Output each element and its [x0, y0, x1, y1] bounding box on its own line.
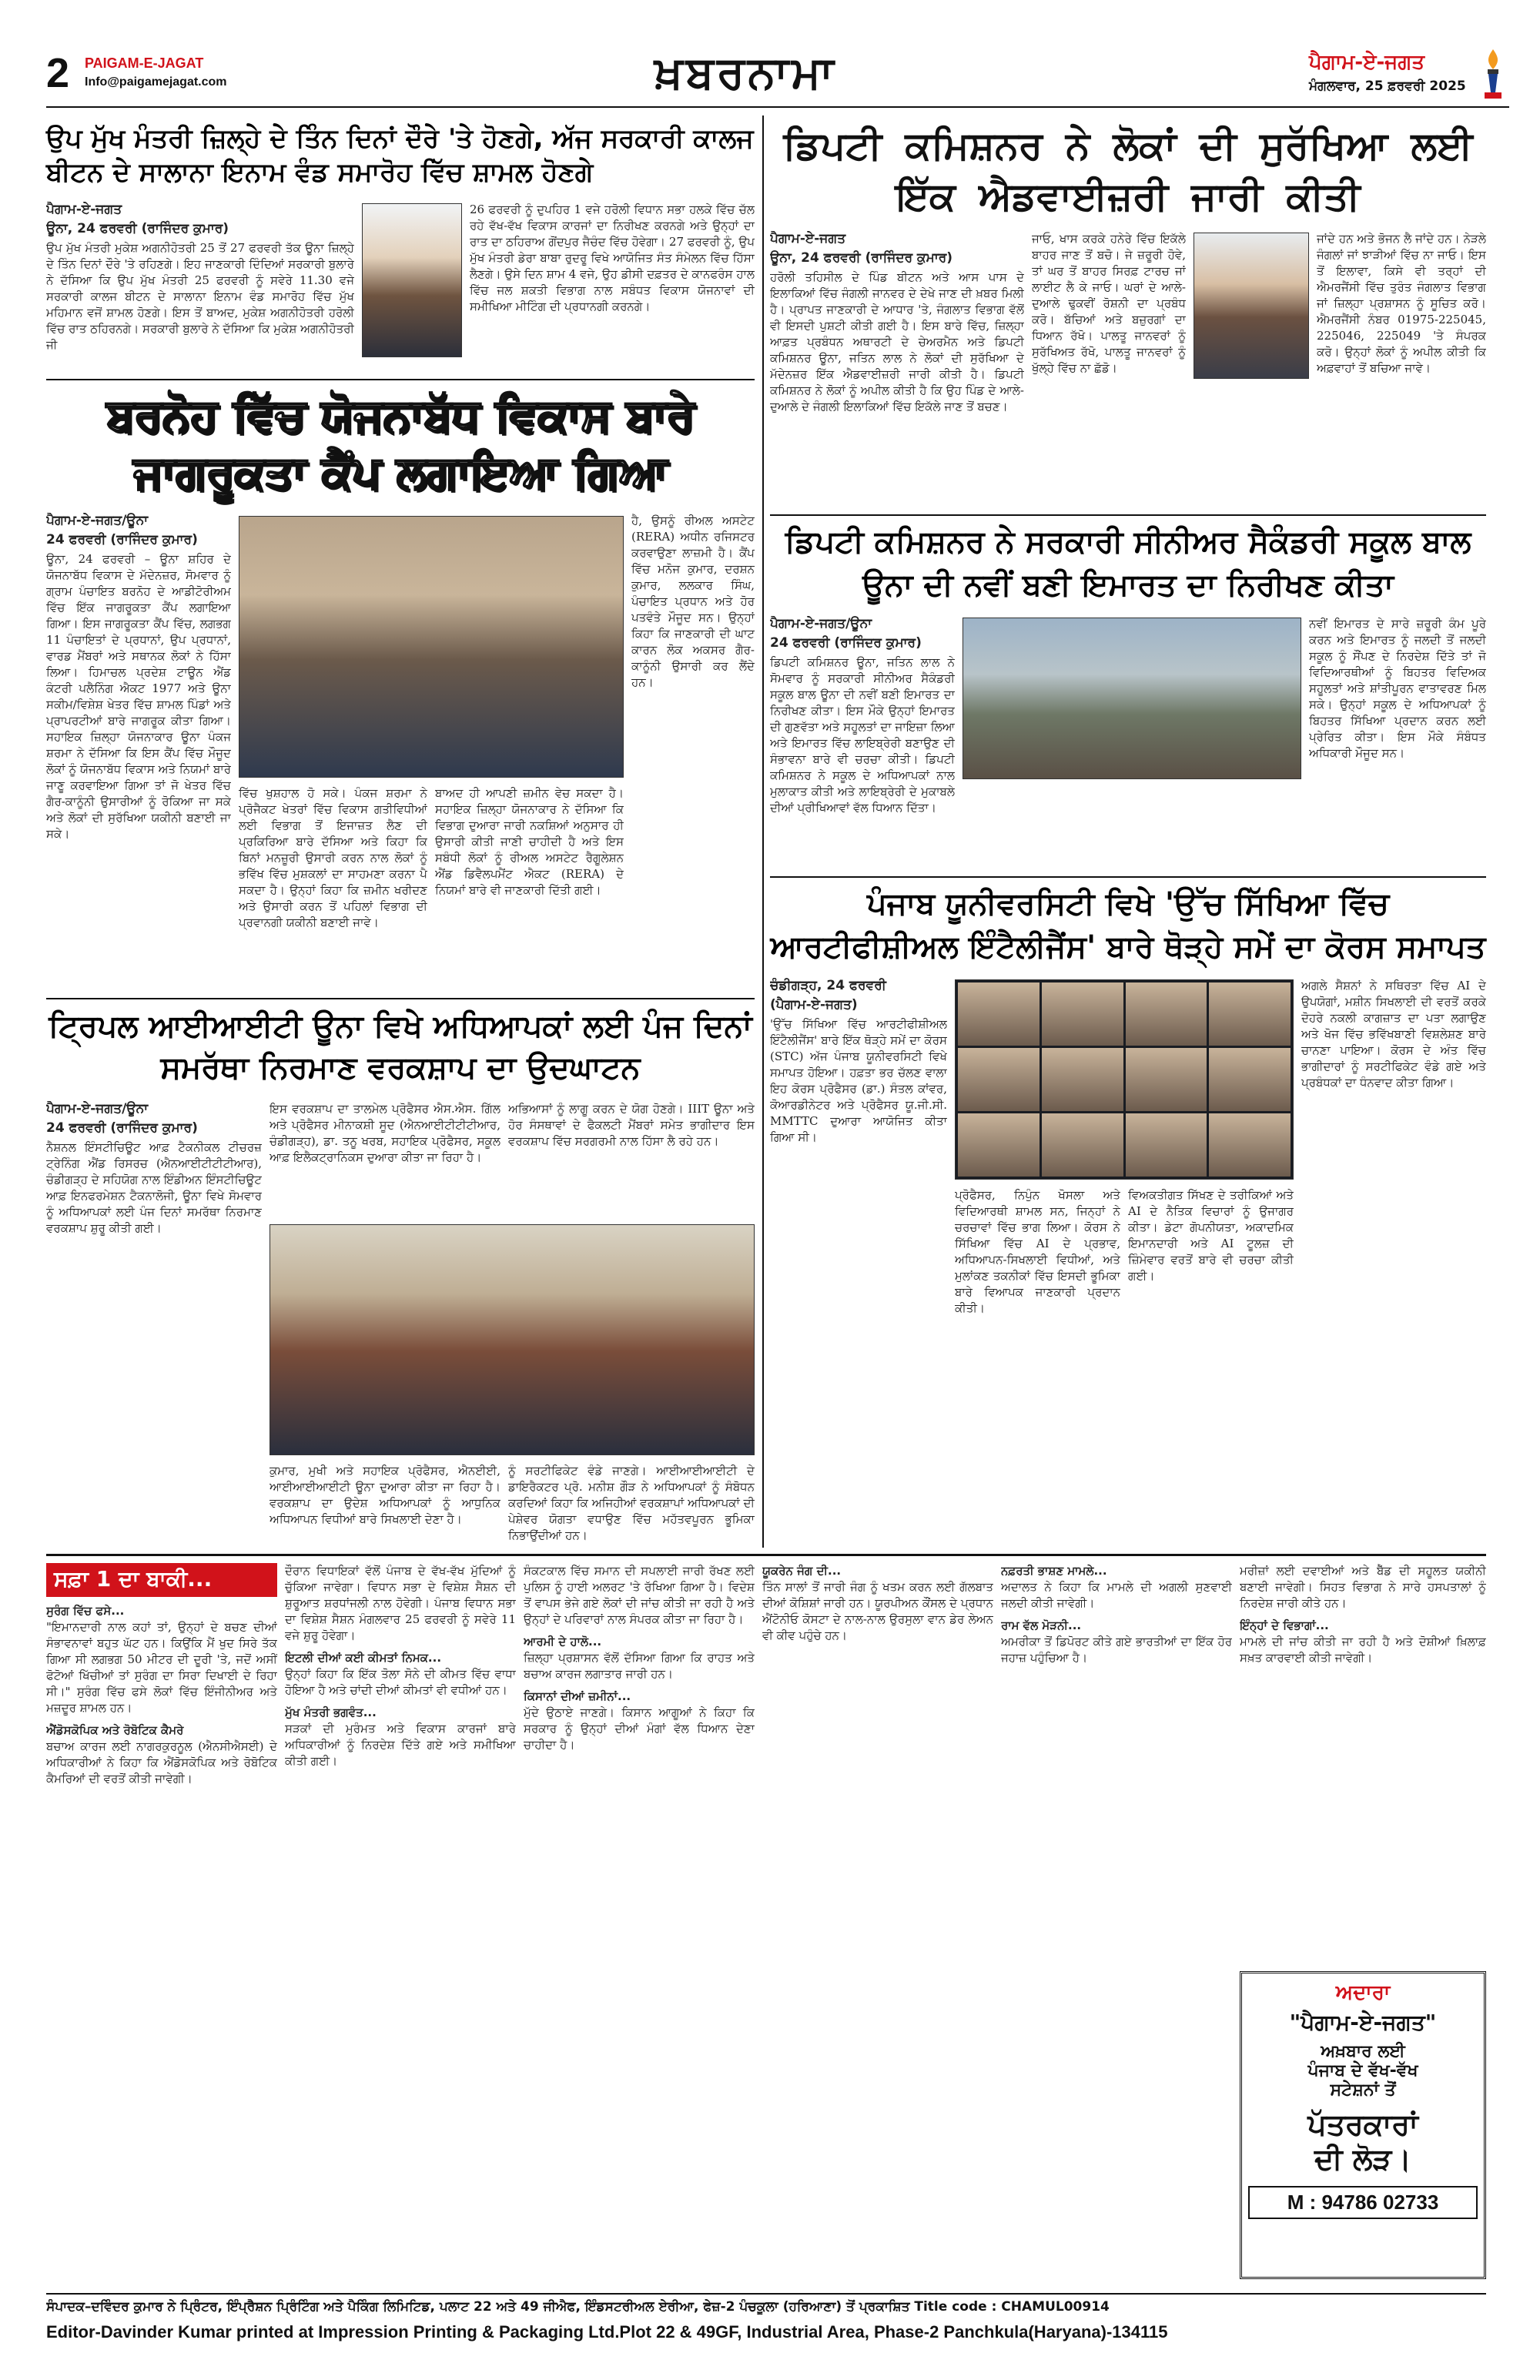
pu-ai-dateline: ਚੰਡੀਗੜ੍ਹ, 24 ਫਰਵਰੀ	[770, 978, 886, 993]
continuation-col-1	[46, 1603, 277, 2281]
continuation-col-3	[524, 1563, 755, 2281]
ad-paper: "ਪੈਗਾਮ-ਏ-ਜਗਤ"	[1289, 2010, 1437, 2035]
continuation-text-1: "ਇਮਾਨਦਾਰੀ ਨਾਲ ਕਹਾਂ ਤਾਂ, ਉਨ੍ਹਾਂ ਦੇ ਬਚਣ ਦੀਆਂ ਸੰਭਾਵਨਾਵਾਂ ਬਹੁਤ ਘੱਟ ਹਨ। ਕਿਉਂਕਿ ਮੈਂ ਖੁਦ ਸਿਰੇ ਤੱਕ ਗਿਆ ਸੀ ਲਗਭਗ 50 ਮੀਟਰ ਦੀ ਦੂਰੀ 'ਤੇ, ਜਦੋਂ ਅਸੀਂ ਫੋਟੋਆਂ ਖਿੱਚੀਆਂ ਤਾਂ ਸੁਰੰਗ ਦਾ ਸਿਰਾ ਦਿਖਾਈ ਦੇ ਰਿਹਾ ਸੀ।" ਸੁਰੰਗ ਵਿੱਚ ਫਸੇ ਲੋਕਾਂ ਵਿੱਚ ਇੰਜੀਨੀਅਰ ਅਤੇ ਮਜ਼ਦੂਰ ਸ਼ਾਮਲ ਹਨ।	[46, 1620, 277, 1715]
iiit-byline: 24 ਫਰਵਰੀ (ਰਾਜਿੰਦਰ ਕੁਮਾਰ)	[46, 1120, 198, 1136]
divider	[770, 514, 1486, 516]
barnoh-col-3: ਬਾਅਦ ਹੀ ਆਪਣੀ ਜ਼ਮੀਨ ਵੇਚ ਸਕਦਾ ਹੈ। ਸਹਾਇਕ ਜ਼ਿਲ੍ਹਾ ਯੋਜਨਾਕਾਰ ਨੇ ਦੱਸਿਆ ਕਿ ਵਿਭਾਗ ਦੁਆਰਾ ਜਾਰੀ ਨਕਸ਼ਿਆਂ ਅਨੁਸਾਰ ਹੀ ਉਸਾਰੀ ਕੀਤੀ ਜਾਣੀ ਚਾਹੀਦੀ ਹੈ ਅਤੇ ਇਸ ਸਬੰਧੀ ਲੋਕਾਂ ਨੂੰ ਰੀਅਲ ਅਸਟੇਟ ਰੈਗੂਲੇਸ਼ਨ ਐਂਡ ਡਿਵੈਲਪਮੈਂਟ ਐਕਟ (RERA) ਦੇ ਨਿਯਮਾਂ ਬਾਰੇ ਵੀ ਜਾਣਕਾਰੀ ਦਿੱਤੀ ਗਈ।	[435, 786, 624, 897]
pu-ai-col-4: ਅਗਲੇ ਸੈਸ਼ਨਾਂ ਨੇ ਸਥਿਰਤਾ ਵਿੱਚ AI ਦੇ ਉਪਯੋਗਾਂ, ਮਸ਼ੀਨ ਸਿਖਲਾਈ ਦੀ ਵਰਤੋਂ ਕਰਕੇ ਦੋਹਰੇ ਨਕਲੀ ਕਾਗਜ਼ਾਤ ਦਾ ਪਤਾ ਲਗਾਉਣ ਅਤੇ ਖੋਜ ਵਿੱਚ ਭਵਿੱਖਬਾਣੀ ਵਿਸ਼ਲੇਸ਼ਣ ਬਾਰੇ ਚਾਨਣਾ ਪਾਇਆ। ਕੋਰਸ ਦੇ ਅੰਤ ਵਿੱਚ ਭਾਗੀਦਾਰਾਂ ਨੂੰ ਸਰਟੀਫਿਕੇਟ ਵੰਡੇ ਗਏ ਅਤੇ ਪ੍ਰਬੰਧਕਾਂ ਦਾ ਧੰਨਵਾਦ ਕੀਤਾ ਗਿਆ।	[1301, 979, 1486, 1090]
continuation-heading: ਸਫ਼ਾ 1 ਦਾ ਬਾਕੀ...	[46, 1563, 277, 1597]
continuation-text-2: ਬਚਾਅ ਕਾਰਜ ਲਈ ਨਾਗਰਕੁਰਨੂਲ (ਐਨਸੀਐਸਈ) ਦੇ ਅਧਿਕਾਰੀਆਂ ਨੇ ਕਿਹਾ ਕਿ ਐਂਡੋਸਕੋਪਿਕ ਅਤੇ ਰੋਬੋਟਿਕ ਕੈਮਰਿਆਂ ਦੀ ਵਰਤੋਂ ਕੀਤੀ ਜਾਵੇਗੀ।	[46, 1739, 277, 1786]
masthead	[46, 46, 1509, 109]
barnoh-col-1	[46, 513, 231, 990]
ad-line-1: ਅਖ਼ਬਾਰ ਲਈ	[1321, 2042, 1405, 2061]
ad-call-2: ਦੀ ਲੋੜ।	[1314, 2142, 1411, 2176]
continuation-sub-1: ਸੁਰੰਗ ਵਿੱਚ ਫਸੇ...	[46, 1604, 125, 1618]
deputy-cm-byline: ਊਨਾ, 24 ਫਰਵਰੀ (ਰਾਜਿੰਦਰ ਕੁਮਾਰ)	[46, 221, 229, 236]
continuation-sub-7: ਯੂਕਰੇਨ ਜੰਗ ਦੀ...	[762, 1564, 842, 1578]
continuation-sub-2: ਐਂਡੋਸਕੋਪਿਕ ਅਤੇ ਰੋਬੋਟਿਕ ਕੈਮਰੇ	[46, 1723, 184, 1737]
iiit-col-4: ਕੁਮਾਰ, ਮੁਖੀ ਅਤੇ ਸਹਾਇਕ ਪ੍ਰੋਫੈਸਰ, ਐਨਈਈ, ਆਈਆਈਆਈਟੀ ਊਨਾ ਦੁਆਰਾ ਕੀਤਾ ਜਾ ਰਿਹਾ ਹੈ। ਵਰਕਸ਼ਾਪ ਦਾ ਉਦੇਸ਼ ਅਧਿਆਪਕਾਂ ਨੂੰ ਆਧੁਨਿਕ ਅਧਿਆਪਨ ਵਿਧੀਆਂ ਬਾਰੇ ਸਿਖਲਾਈ ਦੇਣਾ ਹੈ।	[270, 1464, 500, 1526]
deputy-cm-dateline: ਪੈਗਾਮ-ਏ-ਜਗਤ	[46, 202, 122, 217]
iiit-col-5: ਨੂੰ ਸਰਟੀਫਿਕੇਟ ਵੰਡੇ ਜਾਣਗੇ। ਆਈਆਈਆਈਟੀ ਦੇ ਡਾਇਰੈਕਟਰ ਪ੍ਰੋ. ਮਨੀਸ਼ ਗੌੜ ਨੇ ਅਧਿਆਪਕਾਂ ਨੂੰ ਸੰਬੋਧਨ ਕਰਦਿਆਂ ਕਿਹਾ ਕਿ ਅਜਿਹੀਆਂ ਵਰਕਸ਼ਾਪਾਂ ਅਧਿਆਪਕਾਂ ਦੀ ਪੇਸ਼ੇਵਰ ਯੋਗਤਾ ਵਧਾਉਣ ਵਿੱਚ ਮਹੱਤਵਪੂਰਨ ਭੂਮਿਕਾ ਨਿਭਾਉਂਦੀਆਂ ਹਨ।	[508, 1464, 755, 1542]
dc-school-col-2: ਨਵੀਂ ਇਮਾਰਤ ਦੇ ਸਾਰੇ ਜ਼ਰੂਰੀ ਕੰਮ ਪੂਰੇ ਕਰਨ ਅਤੇ ਇਮਾਰਤ ਨੂੰ ਜਲਦੀ ਤੋਂ ਜਲਦੀ ਸਕੂਲ ਨੂੰ ਸੌਂਪਣ ਦੇ ਨਿਰਦੇਸ਼ ਦਿੱਤੇ ਤਾਂ ਜੋ ਵਿਦਿਆਰਥੀਆਂ ਨੂੰ ਬਿਹਤਰ ਵਿਦਿਅਕ ਸਹੂਲਤਾਂ ਅਤੇ ਸ਼ਾਂਤੀਪੂਰਨ ਵਾਤਾਵਰਣ ਮਿਲ ਸਕੇ। ਉਨ੍ਹਾਂ ਸਕੂਲ ਦੇ ਅਧਿਆਪਕਾਂ ਨੂੰ ਬਿਹਤਰ ਸਿੱਖਿਆ ਪ੍ਰਦਾਨ ਕਰਨ ਲਈ ਪ੍ਰੇਰਿਤ ਕੀਤਾ। ਇਸ ਮੌਕੇ ਸੰਬੰਧਤ ਅਧਿਕਾਰੀ ਮੌਜੂਦ ਸਨ।	[1309, 617, 1486, 760]
continuation-text-5: ਸੜਕਾਂ ਦੀ ਮੁਰੰਮਤ ਅਤੇ ਵਿਕਾਸ ਕਾਰਜਾਂ ਬਾਰੇ ਅਧਿਕਾਰੀਆਂ ਨੂੰ ਨਿਰਦੇਸ਼ ਦਿੱਤੇ ਗਏ ਅਤੇ ਸਮੀਖਿਆ ਕੀਤੀ ਗਈ।	[285, 1722, 516, 1768]
pu-ai-col-1	[770, 978, 947, 1548]
continuation-text-3: ਦੌਰਾਨ ਵਿਧਾਇਕਾਂ ਵੱਲੋਂ ਪੰਜਾਬ ਦੇ ਵੱਖ-ਵੱਖ ਮੁੱਦਿਆਂ ਨੂੰ ਚੁੱਕਿਆ ਜਾਵੇਗਾ। ਵਿਧਾਨ ਸਭਾ ਦੇ ਵਿਸ਼ੇਸ਼ ਸੈਸ਼ਨ ਦੀ ਸ਼ੁਰੂਆਤ ਸ਼ਰਧਾਂਜਲੀ ਨਾਲ ਹੋਵੇਗੀ। ਪੰਜਾਬ ਵਿਧਾਨ ਸਭਾ ਦਾ ਵਿਸ਼ੇਸ਼ ਸੈਸ਼ਨ ਮੰਗਲਵਾਰ 25 ਫਰਵਰੀ ਨੂੰ ਸਵੇਰੇ 11 ਵਜੇ ਸ਼ੁਰੂ ਹੋਵੇਗਾ।	[285, 1564, 516, 1642]
continuation-text-13: ਮਰੀਜ਼ਾਂ ਲਈ ਦਵਾਈਆਂ ਅਤੇ ਬੈੱਡ ਦੀ ਸਹੂਲਤ ਯਕੀਨੀ ਬਣਾਈ ਜਾਵੇਗੀ। ਸਿਹਤ ਵਿਭਾਗ ਨੇ ਸਾਰੇ ਹਸਪਤਾਲਾਂ ਨੂੰ ਨਿਰਦੇਸ਼ ਜਾਰੀ ਕੀਤੇ ਹਨ।	[1240, 1564, 1486, 1610]
divider	[46, 998, 755, 999]
continuation-sub-4: ਮੁੱਖ ਮੰਤਰੀ ਭਗਵੰਤ...	[285, 1705, 377, 1719]
footer-rule	[46, 2293, 1486, 2295]
iiit-dateline: ਪੈਗਾਮ-ਏ-ਜਗਤ/ਊਨਾ	[46, 1101, 149, 1116]
column-rule	[762, 115, 764, 1548]
continuation-sub-8: ਨਫ਼ਰਤੀ ਭਾਸ਼ਣ ਮਾਮਲੇ...	[1001, 1564, 1107, 1578]
continuation-col-5	[1001, 1563, 1232, 2281]
continuation-text-9: ਤਿੰਨ ਸਾਲਾਂ ਤੋਂ ਜਾਰੀ ਜੰਗ ਨੂੰ ਖਤਮ ਕਰਨ ਲਈ ਗੱਲਬਾਤ ਦੀਆਂ ਕੋਸ਼ਿਸ਼ਾਂ ਜਾਰੀ ਹਨ।	[762, 1580, 993, 1610]
iiit-col-2: ਇਸ ਵਰਕਸ਼ਾਪ ਦਾ ਤਾਲਮੇਲ ਪ੍ਰੋਫੈਸਰ ਐਸ.ਐਸ. ਗਿੱਲ ਅਤੇ ਪ੍ਰੋਫੈਸਰ ਮੀਨਾਕਸ਼ੀ ਸੂਦ (ਐਨਆਈਟੀਟੀਟੀਆਰ, ਚੰਡੀਗੜ੍ਹ), ਡਾ. ਤਨੂ ਖਰਬ, ਸਹਾਇਕ ਪ੍ਰੋਫੈਸਰ, ਸਕੂਲ ਆਫ਼ ਇਲੈਕਟ੍ਰਾਨਿਕਸ ਦੁਆਰਾ ਕੀਤਾ ਜਾ ਰਿਹਾ ਹੈ।	[270, 1102, 500, 1164]
dc-school-photo	[962, 618, 1301, 779]
continuation-col-6	[1240, 1563, 1486, 1963]
dc-portrait	[1194, 233, 1309, 379]
deputy-cm-body-left	[46, 202, 354, 371]
continuation-text-12: ਅਮਰੀਕਾ ਤੋਂ ਡਿਪੋਰਟ ਕੀਤੇ ਗਏ ਭਾਰਤੀਆਂ ਦਾ ਇੱਕ ਹੋਰ ਜਹਾਜ਼ ਪਹੁੰਚਿਆ ਹੈ।	[1001, 1635, 1232, 1665]
issue-date: ਮੰਗਲਵਾਰ, 25 ਫ਼ਰਵਰੀ 2025	[1309, 79, 1466, 94]
ad-line-3: ਸਟੇਸ਼ਨਾਂ ਤੋਂ	[1330, 2080, 1396, 2100]
ad-line-2: ਪੰਜਾਬ ਦੇ ਵੱਖ-ਵੱਖ	[1307, 2061, 1418, 2080]
dc-advisory-text-1: ਹਰੋਲੀ ਤਹਿਸੀਲ ਦੇ ਪਿੰਡ ਬੀਟਨ ਅਤੇ ਆਸ ਪਾਸ ਦੇ ਇਲਾਕਿਆਂ ਵਿੱਚ ਜੰਗਲੀ ਜਾਨਵਰ ਦੇ ਦੇਖੇ ਜਾਣ ਦੀ ਖ਼ਬਰ ਮਿਲੀ ਹੈ। ਪ੍ਰਾਪਤ ਜਾਣਕਾਰੀ ਦੇ ਆਧਾਰ 'ਤੇ, ਜੰਗਲਾਤ ਵਿਭਾਗ ਵੱਲੋਂ ਵੀ ਇਸਦੀ ਪੁਸ਼ਟੀ ਕੀਤੀ ਗਈ ਹੈ। ਇਸ ਬਾਰੇ ਵਿੱਚ, ਜ਼ਿਲ੍ਹਾ ਆਫ਼ਤ ਪ੍ਰਬੰਧਨ ਅਥਾਰਟੀ ਦੇ ਚੇਅਰਮੈਨ ਅਤੇ ਡਿਪਟੀ ਕਮਿਸ਼ਨਰ ਊਨਾ, ਜਤਿਨ ਲਾਲ ਨੇ ਲੋਕਾਂ ਦੀ ਸੁਰੱਖਿਆ ਦੇ ਮੱਦੇਨਜ਼ਰ ਇੱਕ ਐਡਵਾਈਜ਼ਰੀ ਜਾਰੀ ਕੀਤੀ ਹੈ। ਡਿਪਟੀ ਕਮਿਸ਼ਨਰ ਨੇ ਲੋਕਾਂ ਨੂੰ ਅਪੀਲ ਕੀਤੀ ਹੈ ਕਿ ਉਹ ਪਿੰਡ ਦੇ ਆਲੇ-ਦੁਆਲੇ ਦੇ ਜੰਗਲੀ ਇਲਾਕਿਆਂ ਵਿੱਚ ਇਕੱਲੇ ਜਾਣ ਤੋਂ ਬਚਣ।	[770, 270, 1024, 413]
pu-ai-zoom-photo	[955, 979, 1294, 1180]
continuation-sub-5: ਆਰਮੀ ਦੇ ਹਾਲੋ...	[524, 1635, 602, 1649]
torch-logo-icon	[1477, 46, 1509, 102]
dc-advisory-dateline: ਪੈਗਾਮ-ਏ-ਜਗਤ	[770, 231, 846, 246]
ad-title: ਅਦਾਰਾ	[1335, 1981, 1391, 2004]
barnoh-col-4: ਹੈ, ਉਸਨੂੰ ਰੀਅਲ ਅਸਟੇਟ (RERA) ਅਧੀਨ ਰਜਿਸਟਰ ਕਰਵਾਉਣਾ ਲਾਜ਼ਮੀ ਹੈ। ਕੈਂਪ ਵਿੱਚ ਮਨੋਜ ਕੁਮਾਰ, ਦਰਸ਼ਨ ਕੁਮਾਰ, ਲਲਕਾਰ ਸਿੰਘ, ਪੰਚਾਇਤ ਪ੍ਰਧਾਨ ਅਤੇ ਹੋਰ ਪਤਵੰਤੇ ਮੌਜੂਦ ਸਨ। ਉਨ੍ਹਾਂ ਕਿਹਾ ਕਿ ਜਾਣਕਾਰੀ ਦੀ ਘਾਟ ਕਾਰਨ ਲੋਕ ਅਕਸਰ ਗੈਰ-ਕਾਨੂੰਨੀ ਉਸਾਰੀ ਕਰ ਲੈਂਦੇ ਹਨ।	[631, 514, 755, 689]
footer-line-1: ਸੰਪਾਦਕ–ਦਵਿੰਦਰ ਕੁਮਾਰ ਨੇ ਪ੍ਰਿੰਟਰ, ਇੰਪ੍ਰੈਸ਼ਨ ਪ੍ਰਿੰਟਿੰਗ ਅਤੇ ਪੈਕਿੰਗ ਲਿਮਿਟਿਡ, ਪਲਾਟ 22 ਅਤੇ 49 ਜੀਐਫ, ਇੰਡਸਟਰੀਅਲ ਏਰੀਆ, ਫੇਜ਼-2 ਪੰਚਕੂਲਾ (ਹਰਿਆਣਾ) ਤੋਂ ਪ੍ਰਕਾਸ਼ਿਤ Title code : CHAMUL00914	[46, 2299, 1110, 2315]
barnoh-dateline: ਪੈਗਾਮ-ਏ-ਜਗਤ/ਊਨਾ	[46, 513, 149, 528]
divider	[770, 876, 1486, 878]
divider	[46, 1554, 1486, 1556]
section-title: ਖ਼ਬਰਨਾਮਾ	[654, 46, 837, 99]
page-number: 2	[46, 50, 70, 96]
dc-advisory-headline: ਡਿਪਟੀ ਕਮਿਸ਼ਨਰ ਨੇ ਲੋਕਾਂ ਦੀ ਸੁਰੱਖਿਆ ਲਈ ਇੱਕ ਐਡਵਾਈਜ਼ਰੀ ਜਾਰੀ ਕੀਤੀ	[783, 123, 1473, 219]
pu-ai-headline: ਪੰਜਾਬ ਯੂਨੀਵਰਸਿਟੀ ਵਿਖੇ 'ਉੱਚ ਸਿੱਖਿਆ ਵਿੱਚ ਆਰਟੀਫੀਸ਼ੀਅਲ ਇੰਟੈਲੀਜੈਂਸ' ਬਾਰੇ ਥੋੜ੍ਹੇ ਸਮੇਂ ਦਾ ਕੋਰਸ ਸਮਾਪਤ	[770, 886, 1486, 965]
deputy-cm-headline: ਉਪ ਮੁੱਖ ਮੰਤਰੀ ਜ਼ਿਲ੍ਹੇ ਦੇ ਤਿੰਨ ਦਿਨਾਂ ਦੌਰੇ 'ਤੇ ਹੋਣਗੇ, ਅੱਜ ਸਰਕਾਰੀ ਕਾਲਜ ਬੀਟਨ ਦੇ ਸਾਲਾਨਾ ਇਨਾਮ ਵੰਡ ਸਮਾਰੋਹ ਵਿੱਚ ਸ਼ਾਮਲ ਹੋਣਗੇ	[46, 123, 754, 188]
dc-school-byline: 24 ਫਰਵਰੀ (ਰਾਜਿੰਦਰ ਕੁਮਾਰ)	[770, 635, 922, 651]
continuation-text-7: ਜ਼ਿਲ੍ਹਾ ਪ੍ਰਸ਼ਾਸਨ ਵੱਲੋਂ ਦੱਸਿਆ ਗਿਆ ਕਿ ਰਾਹਤ ਅਤੇ ਬਚਾਅ ਕਾਰਜ ਲਗਾਤਾਰ ਜਾਰੀ ਹਨ।	[524, 1651, 755, 1681]
dc-advisory-byline: ਊਨਾ, 24 ਫਰਵਰੀ (ਰਾਜਿੰਦਰ ਕੁਮਾਰ)	[770, 250, 952, 266]
barnoh-headline: ਬਰਨੋਹ ਵਿੱਚ ਯੋਜਨਾਬੱਧ ਵਿਕਾਸ ਬਾਰੇ ਜਾਗਰੂਕਤਾ ਕੈਂਪ ਲਗਾਇਆ ਗਿਆ	[106, 389, 695, 498]
recruitment-ad	[1240, 1971, 1486, 2279]
continuation-sub-3: ਇਟਲੀ ਦੀਆਂ ਕਈ ਕੀਮਤਾਂ ਨਿਮਕ...	[285, 1651, 442, 1665]
iiit-col-1	[46, 1101, 262, 1548]
divider	[46, 379, 755, 380]
ad-call: ਪੱਤਰਕਾਰਾਂ	[1307, 2107, 1418, 2141]
dc-advisory-col-3: ਜਾਂਦੇ ਹਨ ਅਤੇ ਭੋਜਨ ਲੈ ਜਾਂਦੇ ਹਨ। ਨੇੜਲੇ ਜੰਗਲਾਂ ਜਾਂ ਝਾੜੀਆਂ ਵਿੱਚ ਨਾ ਜਾਓ। ਇਸ ਤੋਂ ਇਲਾਵਾ, ਕਿਸੇ ਵੀ ਤਰ੍ਹਾਂ ਦੀ ਐਮਰਜੈਂਸੀ ਵਿੱਚ ਤੁਰੰਤ ਜੰਗਲਾਤ ਵਿਭਾਗ ਜਾਂ ਜ਼ਿਲ੍ਹਾ ਪ੍ਰਸ਼ਾਸਨ ਨੂੰ ਸੂਚਿਤ ਕਰੋ। ਐਮਰਜੈਂਸੀ ਨੰਬਰ 01975-225045, 225046, 225049 'ਤੇ ਸੰਪਰਕ ਕਰੋ। ਉਨ੍ਹਾਂ ਲੋਕਾਂ ਨੂੰ ਅਪੀਲ ਕੀਤੀ ਕਿ ਅਫ਼ਵਾਹਾਂ ਤੋਂ ਬਚਿਆ ਜਾਵੇ।	[1317, 232, 1486, 375]
barnoh-camp-photo	[239, 516, 624, 778]
continuation-text-4: ਉਨ੍ਹਾਂ ਕਿਹਾ ਕਿ ਇੱਕ ਤੋਲਾ ਸੋਨੇ ਦੀ ਕੀਮਤ ਵਿੱਚ ਵਾਧਾ ਹੋਇਆ ਹੈ ਅਤੇ ਚਾਂਦੀ ਦੀਆਂ ਕੀਮਤਾਂ ਵੀ ਵਧੀਆਂ ਹਨ।	[285, 1667, 516, 1697]
continuation-sub-9: ਰਾਮ ਵੱਲ ਮੋੜਨੀ...	[1001, 1618, 1082, 1632]
pu-ai-text-1: 'ਉੱਚ ਸਿੱਖਿਆ ਵਿੱਚ ਆਰਟੀਫੀਸ਼ੀਅਲ ਇੰਟੈਲੀਜੈਂਸ' ਬਾਰੇ ਇੱਕ ਥੋੜ੍ਹੇ ਸਮੇਂ ਦਾ ਕੋਰਸ (STC) ਅੱਜ ਪੰਜਾਬ ਯੂਨੀਵਰਸਿਟੀ ਵਿਖੇ ਸਮਾਪਤ ਹੋਇਆ। ਹਫ਼ਤਾ ਭਰ ਚੱਲਣ ਵਾਲਾ ਇਹ ਕੋਰਸ ਪ੍ਰੋਫੈਸਰ (ਡਾ.) ਸੰਤਲ ਕਾਂਵਰ, ਕੋਆਰਡੀਨੇਟਰ ਅਤੇ ਪ੍ਰੋਫੈਸਰ ਯੂ.ਜੀ.ਸੀ. MMTTC ਦੁਆਰਾ ਆਯੋਜਿਤ ਕੀਤਾ ਗਿਆ ਸੀ।	[770, 1017, 947, 1144]
iiit-workshop-photo	[270, 1224, 755, 1455]
dc-advisory-col-2: ਜਾਓ, ਖਾਸ ਕਰਕੇ ਹਨੇਰੇ ਵਿੱਚ ਇਕੱਲੇ ਬਾਹਰ ਜਾਣ ਤੋਂ ਬਚੋ। ਜੇ ਜ਼ਰੂਰੀ ਹੋਵੇ, ਤਾਂ ਘਰ ਤੋਂ ਬਾਹਰ ਸਿਰਫ਼ ਟਾਰਚ ਜਾਂ ਲਾਈਟ ਲੈ ਕੇ ਜਾਓ। ਘਰਾਂ ਦੇ ਆਲੇ-ਦੁਆਲੇ ਢੁਕਵੀਂ ਰੋਸ਼ਨੀ ਦਾ ਪ੍ਰਬੰਧ ਕਰੋ। ਬੱਚਿਆਂ ਅਤੇ ਬਜ਼ੁਰਗਾਂ ਦਾ ਧਿਆਨ ਰੱਖੋ। ਪਾਲਤੂ ਜਾਨਵਰਾਂ ਨੂੰ ਸੁਰੱਖਿਅਤ ਰੱਖੋ, ਪਾਲਤੂ ਜਾਨਵਰਾਂ ਨੂੰ ਖੁੱਲ੍ਹੇ ਵਿੱਚ ਨਾ ਛੱਡੋ।	[1032, 232, 1186, 375]
masthead-rule	[46, 106, 1509, 108]
dc-school-headline: ਡਿਪਟੀ ਕਮਿਸ਼ਨਰ ਨੇ ਸਰਕਾਰੀ ਸੀਨੀਅਰ ਸੈਕੰਡਰੀ ਸਕੂਲ ਬਾਲ ਊਨਾ ਦੀ ਨਵੀਂ ਬਣੀ ਇਮਾਰਤ ਦਾ ਨਿਰੀਖਣ ਕੀਤਾ	[785, 524, 1471, 603]
iiit-headline: ਟ੍ਰਿਪਲ ਆਈਆਈਟੀ ਊਨਾ ਵਿਖੇ ਅਧਿਆਪਕਾਂ ਲਈ ਪੰਜ ਦਿਨਾਂ ਸਮਰੱਥਾ ਨਿਰਮਾਣ ਵਰਕਸ਼ਾਪ ਦਾ ਉਦਘਾਟਨ	[49, 1009, 752, 1086]
barnoh-text-1: ਊਨਾ, 24 ਫਰਵਰੀ – ਊਨਾ ਸ਼ਹਿਰ ਦੇ ਯੋਜਨਾਬੱਧ ਵਿਕਾਸ ਦੇ ਮੱਦੇਨਜ਼ਰ, ਸੋਮਵਾਰ ਨੂੰ ਗ੍ਰਾਮ ਪੰਚਾਇਤ ਬਰਨੋਹ ਦੇ ਆਡੀਟੋਰੀਅਮ ਵਿੱਚ ਇੱਕ ਜਾਗਰੂਕਤਾ ਕੈਂਪ ਲਗਾਇਆ ਗਿਆ। ਇਸ ਜਾਗਰੂਕਤਾ ਕੈਂਪ ਵਿੱਚ, ਲਗਭਗ 11 ਪੰਚਾਇਤਾਂ ਦੇ ਪ੍ਰਧਾਨਾਂ, ਉਪ ਪ੍ਰਧਾਨਾਂ, ਵਾਰਡ ਮੈਂਬਰਾਂ ਅਤੇ ਸਥਾਨਕ ਲੋਕਾਂ ਨੇ ਹਿੱਸਾ ਲਿਆ। ਹਿਮਾਚਲ ਪ੍ਰਦੇਸ਼ ਟਾਊਨ ਐਂਡ ਕੰਟਰੀ ਪਲੈਨਿੰਗ ਐਕਟ 1977 ਅਤੇ ਊਨਾ ਸਕੀਮ/ਵਿਸ਼ੇਸ਼ ਖੇਤਰ ਵਿੱਚ ਸ਼ਾਮਲ ਪਿੰਡਾਂ ਅਤੇ ਪ੍ਰਾਪਰਟੀਆਂ ਬਾਰੇ ਜਾਗਰੂਕ ਕੀਤਾ ਗਿਆ। ਸਹਾਇਕ ਜ਼ਿਲ੍ਹਾ ਯੋਜਨਾਕਾਰ ਊਨਾ ਪੰਕਜ ਸ਼ਰਮਾ ਨੇ ਦੱਸਿਆ ਕਿ ਇਸ ਕੈਂਪ ਵਿੱਚ ਮੌਜੂਦ ਲੋਕਾਂ ਨੂੰ ਯੋਜਨਾਬੱਧ ਵਿਕਾਸ ਅਤੇ ਨਿਯਮਾਂ ਬਾਰੇ ਜਾਣੂ ਕਰਵਾਇਆ ਗਿਆ ਤਾਂ ਜੋ ਖੇਤਰ ਵਿੱਚ ਗੈਰ-ਕਾਨੂੰਨੀ ਉਸਾਰੀਆਂ ਨੂੰ ਰੋਕਿਆ ਜਾ ਸਕੇ ਅਤੇ ਲੋਕਾਂ ਦੀ ਸੁਰੱਖਿਆ ਯਕੀਨੀ ਬਣਾਈ ਜਾ ਸਕੇ।	[46, 552, 231, 841]
continuation-text-14: ਮਾਮਲੇ ਦੀ ਜਾਂਚ ਕੀਤੀ ਜਾ ਰਹੀ ਹੈ ਅਤੇ ਦੋਸ਼ੀਆਂ ਖ਼ਿਲਾਫ਼ ਸਖ਼ਤ ਕਾਰਵਾਈ ਕੀਤੀ ਜਾਵੇਗੀ।	[1240, 1635, 1486, 1665]
continuation-sub-10: ਇੰਨ੍ਹਾਂ ਦੇ ਵਿਭਾਗਾਂ...	[1240, 1618, 1329, 1632]
dc-school-dateline: ਪੈਗਾਮ-ਏ-ਜਗਤ/ਊਨਾ	[770, 616, 872, 631]
deputy-cm-text-left: ਉਪ ਮੁੱਖ ਮੰਤਰੀ ਮੁਕੇਸ਼ ਅਗਨੀਹੋਤਰੀ 25 ਤੋਂ 27 ਫਰਵਰੀ ਤੱਕ ਊਨਾ ਜ਼ਿਲ੍ਹੇ ਦੇ ਤਿੰਨ ਦਿਨਾਂ ਦੌਰੇ 'ਤੇ ਰਹਿਣਗੇ। ਇਹ ਜਾਣਕਾਰੀ ਦਿੰਦਿਆਂ ਸਰਕਾਰੀ ਬੁਲਾਰੇ ਨੇ ਦੱਸਿਆ ਕਿ ਉਪ ਮੁੱਖ ਮੰਤਰੀ 25 ਫਰਵਰੀ ਨੂੰ ਸਵੇਰੇ 11.30 ਵਜੇ ਸਰਕਾਰੀ ਕਾਲਜ ਬੀਟਨ ਦੇ ਸਾਲਾਨਾ ਇਨਾਮ ਵੰਡ ਸਮਾਰੋਹ ਵਿੱਚ ਮੁੱਖ ਮਹਿਮਾਨ ਵਜੋਂ ਸ਼ਾਮਲ ਹੋਣਗੇ। ਇਸ ਤੋਂ ਬਾਅਦ, ਮੁਕੇਸ਼ ਅਗਨੀਹੋਤਰੀ ਹਰੋਲੀ ਵਿੱਚ ਰਾਤ ਠਹਿਰਨਗੇ। ਸਰਕਾਰੀ ਬੁਲਾਰੇ ਨੇ ਦੱਸਿਆ ਕਿ ਮੁਕੇਸ਼ ਅਗਨੀਹੋਤਰੀ ਜੀ	[46, 241, 354, 352]
continuation-text-11: ਅਦਾਲਤ ਨੇ ਕਿਹਾ ਕਿ ਮਾਮਲੇ ਦੀ ਅਗਲੀ ਸੁਣਵਾਈ ਜਲਦੀ ਕੀਤੀ ਜਾਵੇਗੀ।	[1001, 1580, 1232, 1610]
continuation-col-2	[285, 1563, 516, 2281]
paper-name-en: PAIGAM-E-JAGAT	[85, 55, 204, 71]
dc-advisory-col-1	[770, 231, 1024, 508]
deputy-cm-portrait	[362, 203, 462, 357]
email-address[interactable]: Info@paigamejagat.com	[85, 75, 227, 89]
ad-phone[interactable]: M : 94786 02733	[1248, 2186, 1478, 2219]
dc-school-col-1	[770, 616, 955, 870]
dc-school-text-1: ਡਿਪਟੀ ਕਮਿਸ਼ਨਰ ਊਨਾ, ਜਤਿਨ ਲਾਲ ਨੇ ਸੋਮਵਾਰ ਨੂੰ ਸਰਕਾਰੀ ਸੀਨੀਅਰ ਸੈਕੰਡਰੀ ਸਕੂਲ ਬਾਲ ਊਨਾ ਦੀ ਨਵੀਂ ਬਣੀ ਇਮਾਰਤ ਦਾ ਨਿਰੀਖਣ ਕੀਤਾ। ਇਸ ਮੌਕੇ ਉਨ੍ਹਾਂ ਇਮਾਰਤ ਦੀ ਗੁਣਵੱਤਾ ਅਤੇ ਸਹੂਲਤਾਂ ਦਾ ਜਾਇਜ਼ਾ ਲਿਆ ਅਤੇ ਇਮਾਰਤ ਵਿੱਚ ਲਾਇਬ੍ਰੇਰੀ ਬਣਾਉਣ ਦੀ ਸੰਭਾਵਨਾ ਬਾਰੇ ਵੀ ਚਰਚਾ ਕੀਤੀ। ਡਿਪਟੀ ਕਮਿਸ਼ਨਰ ਨੇ ਸਕੂਲ ਦੇ ਅਧਿਆਪਕਾਂ ਨਾਲ ਮੁਲਾਕਾਤ ਕੀਤੀ ਅਤੇ ਲਾਇਬ੍ਰੇਰੀ ਦੇ ਮੁਕਾਬਲੇ ਦੀਆਂ ਪ੍ਰੀਖਿਆਵਾਂ ਵੱਲ ਧਿਆਨ ਦਿੱਤਾ।	[770, 655, 955, 815]
brand-name: ਪੈਗਾਮ-ਏ-ਜਗਤ	[1309, 51, 1424, 74]
pu-ai-col-3: ਵਿਅਕਤੀਗਤ ਸਿੱਖਣ ਦੇ ਤਰੀਕਿਆਂ ਅਤੇ AI ਦੇ ਨੈਤਿਕ ਵਿਚਾਰਾਂ ਨੂੰ ਉਜਾਗਰ ਕੀਤਾ। ਡੇਟਾ ਗੋਪਨੀਯਤਾ, ਅਕਾਦਮਿਕ ਇਮਾਨਦਾਰੀ ਅਤੇ AI ਟੂਲਜ਼ ਦੀ ਜ਼ਿੰਮੇਵਾਰ ਵਰਤੋਂ ਬਾਰੇ ਵੀ ਚਰਚਾ ਕੀਤੀ ਗਈ।	[1128, 1188, 1294, 1283]
continuation-sub-6: ਕਿਸਾਨਾਂ ਦੀਆਂ ਜ਼ਮੀਨਾਂ...	[524, 1689, 631, 1703]
continuation-text-10: ਯੂਰਪੀਅਨ ਕੌਂਸਲ ਦੇ ਪ੍ਰਧਾਨ ਐਂਟੋਨੀਓ ਕੋਸਟਾ ਦੇ ਨਾਲ-ਨਾਲ ਉਰਸੁਲਾ ਵਾਨ ਡੇਰ ਲੇਅਨ ਵੀ ਕੀਵ ਪਹੁੰਚੇ ਹਨ।	[762, 1596, 993, 1642]
iiit-col-3: ਅਭਿਆਸਾਂ ਨੂੰ ਲਾਗੂ ਕਰਨ ਦੇ ਯੋਗ ਹੋਣਗੇ। IIIT ਊਨਾ ਅਤੇ ਹੋਰ ਸੰਸਥਾਵਾਂ ਦੇ ਫੈਕਲਟੀ ਮੈਂਬਰਾਂ ਸਮੇਤ ਭਾਗੀਦਾਰ ਇਸ ਵਰਕਸ਼ਾਪ ਵਿੱਚ ਸਰਗਰਮੀ ਨਾਲ ਹਿੱਸਾ ਲੈ ਰਹੇ ਹਨ।	[508, 1102, 755, 1148]
barnoh-col-2: ਵਿੱਚ ਖੁਸ਼ਹਾਲ ਹੋ ਸਕੇ। ਪੰਕਜ ਸ਼ਰਮਾ ਨੇ ਪ੍ਰੋਜੈਕਟ ਖੇਤਰਾਂ ਵਿੱਚ ਵਿਕਾਸ ਗਤੀਵਿਧੀਆਂ ਲਈ ਵਿਭਾਗ ਤੋਂ ਇਜਾਜ਼ਤ ਲੈਣ ਦੀ ਪ੍ਰਕਿਰਿਆ ਬਾਰੇ ਦੱਸਿਆ ਅਤੇ ਕਿਹਾ ਕਿ ਬਿਨਾਂ ਮਨਜ਼ੂਰੀ ਉਸਾਰੀ ਕਰਨ ਨਾਲ ਲੋਕਾਂ ਨੂੰ ਭਵਿੱਖ ਵਿੱਚ ਮੁਸ਼ਕਲਾਂ ਦਾ ਸਾਹਮਣਾ ਕਰਨਾ ਪੈ ਸਕਦਾ ਹੈ। ਉਨ੍ਹਾਂ ਕਿਹਾ ਕਿ ਜ਼ਮੀਨ ਖਰੀਦਣ ਅਤੇ ਉਸਾਰੀ ਕਰਨ ਤੋਂ ਪਹਿਲਾਂ ਵਿਭਾਗ ਦੀ ਪ੍ਰਵਾਨਗੀ ਯਕੀਨੀ ਬਣਾਈ ਜਾਵੇ।	[239, 786, 427, 929]
pu-ai-col-2: ਪ੍ਰੋਫੈਸਰ, ਨਿਪੁੰਨ ਖੋਸਲਾ ਅਤੇ ਵਿਦਿਆਰਥੀ ਸ਼ਾਮਲ ਸਨ, ਜਿਨ੍ਹਾਂ ਨੇ ਚਰਚਾਵਾਂ ਵਿੱਚ ਭਾਗ ਲਿਆ। ਕੋਰਸ ਨੇ ਸਿੱਖਿਆ ਵਿੱਚ AI ਦੇ ਪ੍ਰਭਾਵ, ਅਧਿਆਪਨ-ਸਿਖਲਾਈ ਵਿਧੀਆਂ, ਅਤੇ ਮੁਲਾਂਕਣ ਤਕਨੀਕਾਂ ਵਿੱਚ ਇਸਦੀ ਭੂਮਿਕਾ ਬਾਰੇ ਵਿਆਪਕ ਜਾਣਕਾਰੀ ਪ੍ਰਦਾਨ ਕੀਤੀ।	[955, 1188, 1120, 1315]
barnoh-byline: 24 ਫਰਵਰੀ (ਰਾਜਿੰਦਰ ਕੁਮਾਰ)	[46, 532, 198, 547]
continuation-text-8: ਮੁੱਦੇ ਉਠਾਏ ਜਾਣਗੇ। ਕਿਸਾਨ ਆਗੂਆਂ ਨੇ ਕਿਹਾ ਕਿ ਸਰਕਾਰ ਨੂੰ ਉਨ੍ਹਾਂ ਦੀਆਂ ਮੰਗਾਂ ਵੱਲ ਧਿਆਨ ਦੇਣਾ ਚਾਹੀਦਾ ਹੈ।	[524, 1705, 755, 1752]
iiit-text-1: ਨੈਸ਼ਨਲ ਇੰਸਟੀਚਿਊਟ ਆਫ਼ ਟੈਕਨੀਕਲ ਟੀਚਰਜ਼ ਟ੍ਰੇਨਿੰਗ ਐਂਡ ਰਿਸਰਚ (ਐਨਆਈਟੀਟੀਟੀਆਰ), ਚੰਡੀਗੜ੍ਹ ਦੇ ਸਹਿਯੋਗ ਨਾਲ ਇੰਡੀਅਨ ਇੰਸਟੀਚਿਊਟ ਆਫ਼ ਇਨਫਰਮੇਸ਼ਨ ਟੈਕਨਾਲੋਜੀ, ਊਨਾ ਵਿਖੇ ਸੋਮਵਾਰ ਨੂੰ ਅਧਿਆਪਕਾਂ ਲਈ ਪੰਜ ਦਿਨਾਂ ਸਮਰੱਥਾ ਨਿਰਮਾਣ ਵਰਕਸ਼ਾਪ ਸ਼ੁਰੂ ਕੀਤੀ ਗਈ।	[46, 1140, 262, 1235]
pu-ai-byline: (ਪੈਗਾਮ-ਏ-ਜਗਤ)	[770, 997, 858, 1013]
continuation-col-4	[762, 1563, 993, 2281]
continuation-text-6: ਸੰਕਟਕਾਲ ਵਿੱਚ ਸਮਾਨ ਦੀ ਸਪਲਾਈ ਜਾਰੀ ਰੱਖਣ ਲਈ ਪੁਲਿਸ ਨੂੰ ਹਾਈ ਅਲਰਟ 'ਤੇ ਰੱਖਿਆ ਗਿਆ ਹੈ। ਵਿਦੇਸ਼ ਤੋਂ ਵਾਪਸ ਭੇਜੇ ਗਏ ਲੋਕਾਂ ਦੀ ਜਾਂਚ ਕੀਤੀ ਜਾ ਰਹੀ ਹੈ ਅਤੇ ਉਨ੍ਹਾਂ ਦੇ ਪਰਿਵਾਰਾਂ ਨਾਲ ਸੰਪਰਕ ਕੀਤਾ ਜਾ ਰਿਹਾ ਹੈ।	[524, 1564, 755, 1626]
footer-line-2: Editor-Davinder Kumar printed at Impression Printing & Packaging Ltd.Plot 22 & 49GF, Industrial Area, Phase-2 Panchkula(Haryana)-134115	[46, 2322, 1168, 2342]
deputy-cm-body-right: 26 ਫਰਵਰੀ ਨੂੰ ਦੁਪਹਿਰ 1 ਵਜੇ ਹਰੋਲੀ ਵਿਧਾਨ ਸਭਾ ਹਲਕੇ ਵਿੱਚ ਚੱਲ ਰਹੇ ਵੱਖ-ਵੱਖ ਵਿਕਾਸ ਕਾਰਜਾਂ ਦਾ ਨਿਰੀਖਣ ਕਰਨਗੇ ਅਤੇ ਉਨ੍ਹਾਂ ਦਾ ਰਾਤ ਦਾ ਠਹਿਰਾਅ ਗੋਂਦਪੁਰ ਜੈਚੰਦ ਵਿੱਚ ਹੋਵੇਗਾ। 27 ਫਰਵਰੀ ਨੂੰ, ਉਪ ਮੁੱਖ ਮੰਤਰੀ ਡੇਰਾ ਬਾਬਾ ਰੁਦਰੂ ਵਿਖੇ ਆਯੋਜਿਤ ਸੰਤ ਸੰਮੇਲਨ ਵਿੱਚ ਹਿੱਸਾ ਲੈਣਗੇ। ਉਸੇ ਦਿਨ ਸ਼ਾਮ 4 ਵਜੇ, ਉਹ ਡੀਸੀ ਦਫ਼ਤਰ ਦੇ ਕਾਨਫਰੰਸ ਹਾਲ ਵਿੱਚ ਜਲ ਸ਼ਕਤੀ ਵਿਭਾਗ ਨਾਲ ਸਬੰਧਤ ਵਿਕਾਸ ਯੋਜਨਾਵਾਂ ਦੀ ਸਮੀਖਿਆ ਮੀਟਿੰਗ ਦੀ ਪ੍ਰਧਾਨਗੀ ਕਰਨਗੇ।	[470, 203, 755, 313]
